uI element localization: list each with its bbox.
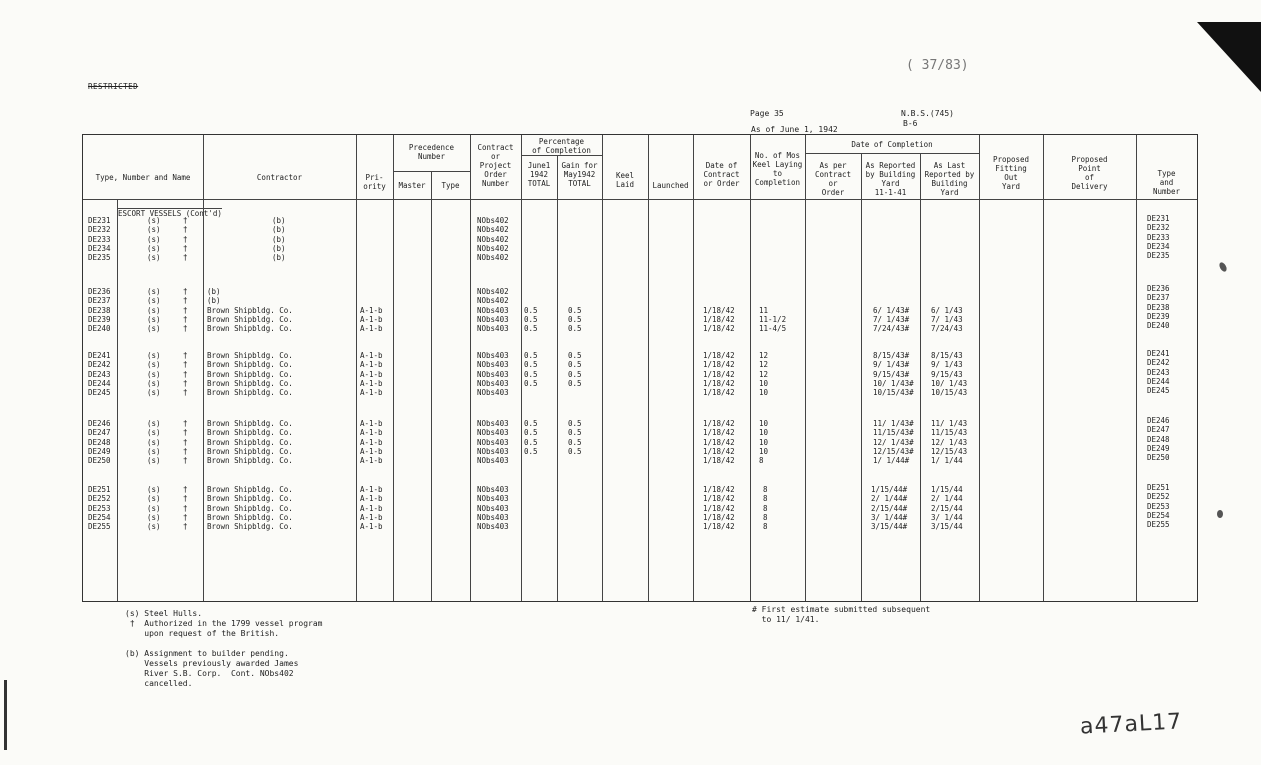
hdr-as-reported: As Reported by Building Yard 11-1-41	[865, 161, 916, 197]
hdr-fitting-out: Proposed Fitting Out Yard	[992, 155, 1030, 191]
scan-mark	[1218, 261, 1228, 273]
col-line	[470, 135, 471, 601]
months-to-completion: 12 12 12 10 10	[759, 351, 769, 398]
hdr-point-delivery: Proposed Point of Delivery	[1071, 155, 1108, 191]
months-to-completion: 10 10 10 10 8	[759, 419, 769, 466]
col-line	[750, 135, 751, 601]
col-line	[557, 155, 558, 601]
gain-values: 0.5 0.5 0.5	[568, 305, 582, 334]
priority-values: A-1-b A-1-b A-1-b	[360, 305, 383, 334]
scan-mark	[1217, 510, 1223, 518]
col-line	[1136, 135, 1137, 601]
handwritten-id: a47aL17	[1079, 709, 1183, 740]
hull-numbers: DE236 DE237 DE238 DE239 DE240	[88, 287, 111, 334]
steel-hull-marks: (s) (s) (s) (s) (s)	[147, 419, 161, 466]
last-reported-dates: 8/15/43 9/ 1/43 9/15/43 10/ 1/43 10/15/43	[931, 351, 968, 398]
priority-values: A-1-b A-1-b A-1-b A-1-b A-1-b	[360, 485, 383, 532]
authorization-marks: † † † † †	[183, 419, 188, 466]
june-total-values: 0.5 0.5 0.5	[524, 305, 538, 334]
last-reported-dates: 1/15/44 2/ 1/44 2/15/44 3/ 1/44 3/15/44	[931, 485, 963, 532]
reported-dates: 6/ 1/43# 7/ 1/43# 7/24/43#	[873, 305, 910, 334]
steel-hull-marks: (s) (s) (s) (s) (s)	[147, 287, 161, 334]
col-line	[648, 135, 649, 601]
col-line	[521, 135, 522, 601]
authorization-marks: † † † † †	[183, 485, 188, 532]
type-and-number: DE236 DE237 DE238 DE239 DE240	[1147, 284, 1170, 331]
gain-values: 0.5 0.5 0.5 0.5	[568, 419, 582, 456]
hdr-precedence: Precedence Number	[408, 143, 455, 161]
contract-dates: 1/18/42 1/18/42 1/18/42	[703, 305, 735, 334]
order-numbers: NObs402 NObs402 NObs402 NObs402 NObs402	[477, 216, 509, 263]
hull-numbers: DE246 DE247 DE248 DE249 DE250	[88, 419, 111, 466]
order-numbers: NObs403 NObs403 NObs403 NObs403 NObs403	[477, 351, 509, 398]
hdr-gain: Gain for May1942 TOTAL	[561, 161, 598, 188]
steel-hull-marks: (s) (s) (s) (s) (s)	[147, 485, 161, 532]
footnotes-right: # First estimate submitted subsequent to 11/ 1/41.	[752, 605, 931, 624]
type-and-number: DE246 DE247 DE248 DE249 DE250	[1147, 416, 1170, 463]
steel-hull-marks: (s) (s) (s) (s) (s)	[147, 216, 161, 263]
report-section: B-6	[903, 119, 918, 128]
order-numbers: NObs403 NObs403 NObs403 NObs403 NObs403	[477, 419, 509, 466]
priority-values: A-1-b A-1-b A-1-b A-1-b A-1-b	[360, 351, 383, 398]
col-line	[693, 135, 694, 601]
hdr-june-total: June1 1942 TOTAL	[527, 161, 551, 188]
gain-values: 0.5 0.5 0.5 0.5	[568, 351, 582, 388]
row-line	[805, 153, 979, 154]
as-of-date: As of June 1, 1942	[751, 125, 838, 134]
hdr-percentage: Percentage of Completion	[532, 137, 591, 155]
hdr-no-mos: No. of Mos Keel Laying to Completion	[752, 151, 803, 187]
hdr-contractor: Contractor	[256, 173, 303, 182]
authorization-marks: † † † † †	[183, 216, 188, 263]
hull-numbers: DE251 DE252 DE253 DE254 DE255	[88, 485, 111, 532]
section-title: ESCORT VESSELS (Cont'd)	[118, 209, 222, 218]
col-line	[602, 135, 603, 601]
col-line	[979, 135, 980, 601]
hull-numbers: DE231 DE232 DE233 DE234 DE235	[88, 216, 111, 263]
last-reported-dates: 6/ 1/43 7/ 1/43 7/24/43	[931, 305, 963, 334]
june-total-values: 0.5 0.5 0.5 0.5	[524, 419, 538, 456]
row-line	[393, 171, 470, 172]
hdr-keel-laid: Keel Laid	[615, 171, 635, 189]
hdr-contract: Contract or Project Order Number	[477, 143, 514, 188]
hdr-type-and-number: Type and Number	[1152, 169, 1181, 196]
col-line	[1043, 135, 1044, 601]
report-id: N.B.S.(745)	[901, 109, 954, 118]
order-numbers: NObs402 NObs402 NObs403 NObs403 NObs403	[477, 287, 509, 334]
months-to-completion: 8 8 8 8 8	[763, 485, 768, 532]
last-reported-dates: 11/ 1/43 11/15/43 12/ 1/43 12/15/43 1/ 1/44	[931, 419, 968, 466]
contractor-names: Brown Shipbldg. Co. Brown Shipbldg. Co. Brown Shipbldg. Co. Brown Shipbldg. Co. Brown Shipbldg. Co.	[207, 351, 293, 398]
contract-dates: 1/18/42 1/18/42 1/18/42 1/18/42 1/18/42	[703, 485, 735, 532]
hdr-date-completion: Date of Completion	[851, 140, 933, 149]
hdr-as-per-contract: As per Contract or Order	[814, 161, 852, 197]
col-line	[861, 153, 862, 601]
hdr-as-last: As Last Reported by Building Yard	[924, 161, 975, 197]
hdr-master: Master	[398, 181, 426, 190]
june-total-values: 0.5 0.5 0.5 0.5	[524, 351, 538, 388]
col-line	[117, 199, 118, 601]
authorization-marks: † † † † †	[183, 351, 188, 398]
hull-numbers: DE241 DE242 DE243 DE244 DE245	[88, 351, 111, 398]
col-line	[393, 135, 394, 601]
col-line	[431, 171, 432, 601]
scan-edge-mark	[4, 680, 7, 750]
hdr-launched: Launched	[652, 181, 689, 190]
contract-dates: 1/18/42 1/18/42 1/18/42 1/18/42 1/18/42	[703, 351, 735, 398]
contractor-names: (b) (b) Brown Shipbldg. Co. Brown Shipbldg. Co. Brown Shipbldg. Co.	[207, 287, 293, 334]
order-numbers: NObs403 NObs403 NObs403 NObs403 NObs403	[477, 485, 509, 532]
col-line	[805, 135, 806, 601]
col-line	[920, 153, 921, 601]
contractor-names: Brown Shipbldg. Co. Brown Shipbldg. Co. Brown Shipbldg. Co. Brown Shipbldg. Co. Brown Shipbldg. Co.	[207, 485, 293, 532]
contractor-names: Brown Shipbldg. Co. Brown Shipbldg. Co. Brown Shipbldg. Co. Brown Shipbldg. Co. Brown Shipbldg. Co.	[207, 419, 293, 466]
reported-dates: 1/15/44# 2/ 1/44# 2/15/44# 3/ 1/44# 3/15/44#	[871, 485, 908, 532]
months-to-completion: 11 11-1/2 11-4/5	[759, 305, 787, 334]
hdr-date-contract: Date of Contract or Order	[703, 161, 740, 188]
authorization-marks: † † † † †	[183, 287, 188, 334]
footnotes-left: (s) Steel Hulls. † Authorized in the 1799 vessel program upon request of the British. (b) Assignment to builder pending. Vessels previously awarded James River S.B. Corp. Cont. NObs402 cancelled.	[125, 609, 323, 688]
page-number: Page 35	[750, 109, 784, 118]
corner-black-triangle	[1197, 22, 1261, 92]
hdr-type: Type	[441, 181, 460, 190]
col-line	[356, 135, 357, 601]
row-line	[521, 155, 602, 156]
steel-hull-marks: (s) (s) (s) (s) (s)	[147, 351, 161, 398]
reported-dates: 11/ 1/43# 11/15/43# 12/ 1/43# 12/15/43# 1/ 1/44#	[873, 419, 914, 466]
header-bottom-line	[83, 199, 1197, 200]
faded-reference: ( 37/83)	[906, 58, 969, 73]
contract-dates: 1/18/42 1/18/42 1/18/42 1/18/42 1/18/42	[703, 419, 735, 466]
hdr-type-number-name: Type, Number and Name	[95, 173, 191, 182]
col-line	[203, 135, 204, 601]
priority-values: A-1-b A-1-b A-1-b A-1-b A-1-b	[360, 419, 383, 466]
type-and-number: DE251 DE252 DE253 DE254 DE255	[1147, 483, 1170, 530]
type-and-number: DE231 DE232 DE233 DE234 DE235	[1147, 214, 1170, 261]
contractor-names: (b) (b) (b) (b) (b)	[272, 216, 286, 263]
reported-dates: 8/15/43# 9/ 1/43# 9/15/43# 10/ 1/43# 10/15/43#	[873, 351, 914, 398]
hdr-priority: Pri- ority	[363, 173, 386, 191]
restricted-stamp: RESTRICTED	[88, 82, 139, 91]
type-and-number: DE241 DE242 DE243 DE244 DE245	[1147, 349, 1170, 396]
